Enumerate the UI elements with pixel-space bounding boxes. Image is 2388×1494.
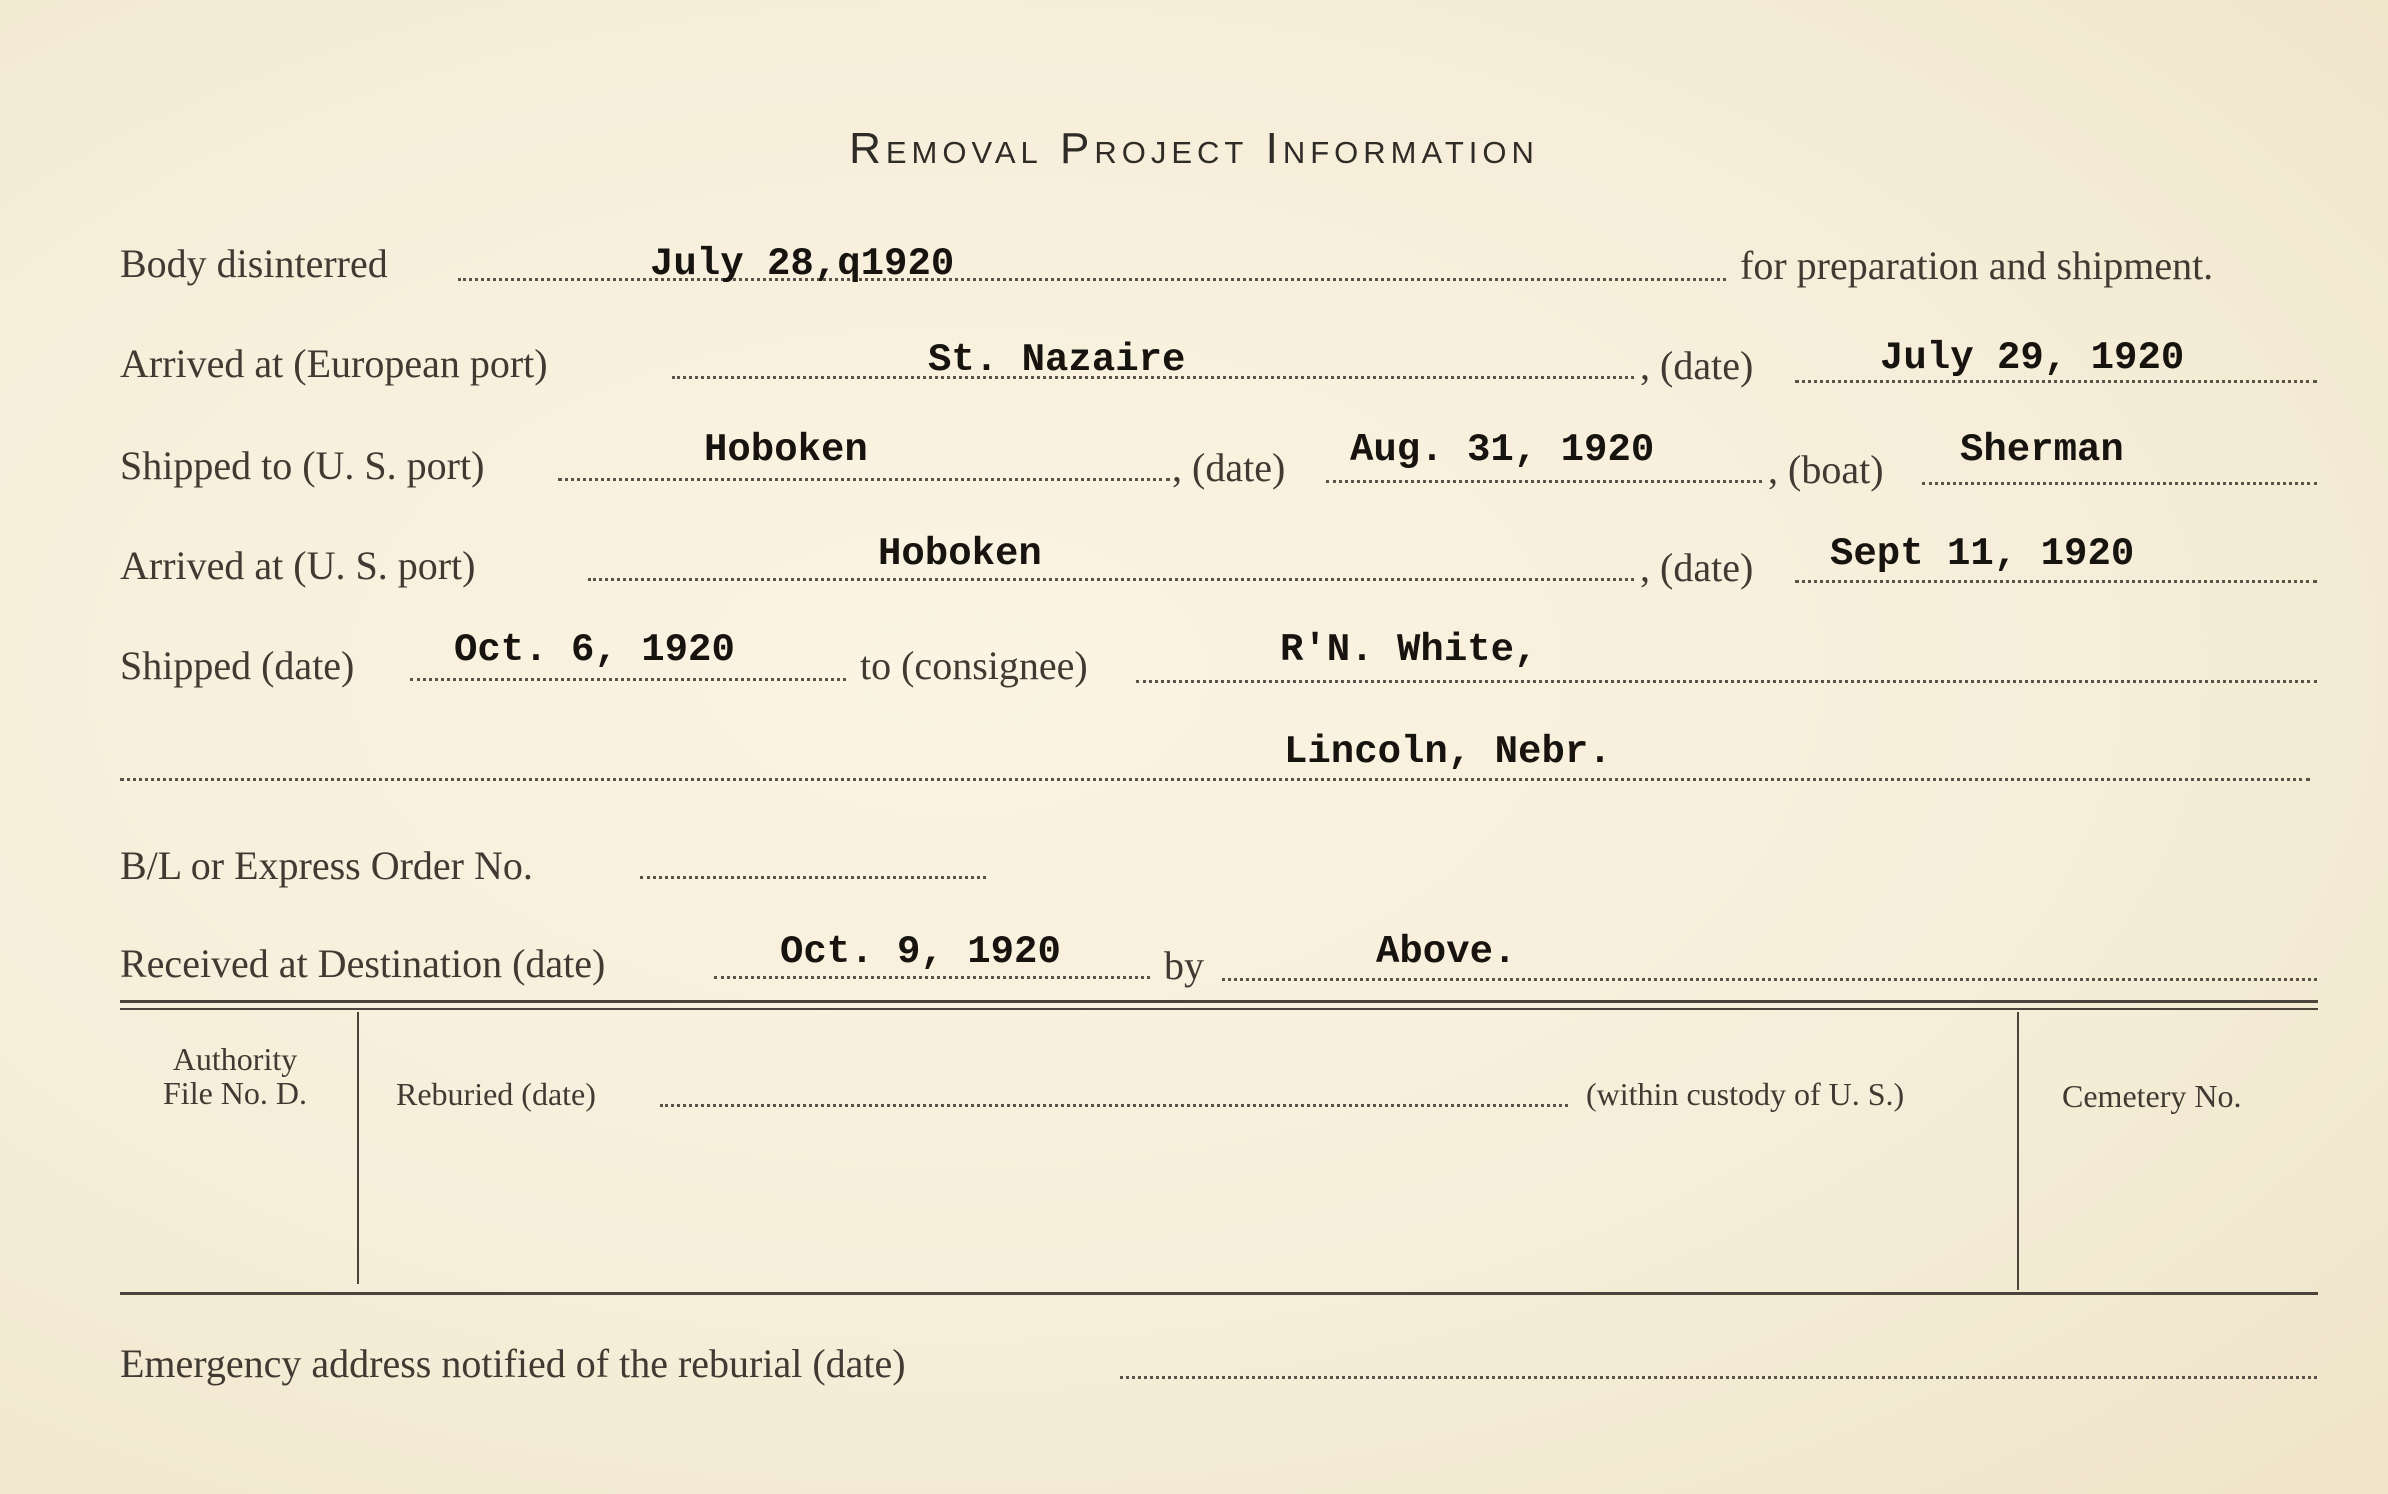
arrived-european-value: St. Nazaire — [928, 338, 1186, 382]
shipped-to-us-boat-value: Sherman — [1960, 428, 2124, 472]
authority-label — [130, 1042, 340, 1110]
arrived-european-date-label: , (date) — [1640, 343, 1754, 388]
arrived-us-date-label: , (date) — [1640, 545, 1754, 590]
emergency-label: Emergency address notified of the reburial (date) — [120, 1341, 906, 1386]
reburied-line — [660, 1104, 1568, 1107]
arrived-european-label: Arrived at (European port) — [120, 341, 548, 386]
received-date-line — [714, 976, 1150, 979]
arrived-us-date-value: Sept 11, 1920 — [1830, 532, 2135, 576]
cemetery-divider — [2017, 1012, 2019, 1290]
cemetery-label: Cemetery No. — [2062, 1078, 2242, 1114]
shipped-to-us-value: Hoboken — [704, 428, 868, 472]
arrived-european-date-value: July 29, 1920 — [1880, 336, 2185, 380]
address-line — [120, 778, 2310, 781]
authority-line-2: File No. D. — [163, 1075, 307, 1111]
shipped-to-us-boat-line — [1922, 482, 2317, 485]
authority-line-1: Authority — [172, 1041, 298, 1077]
lower-rule — [120, 1292, 2318, 1295]
consignee-label: to (consignee) — [860, 643, 1088, 688]
shipped-to-us-boat-label: , (boat) — [1768, 447, 1884, 492]
arrived-us-label: Arrived at (U. S. port) — [120, 543, 476, 588]
body-disinterred-line — [458, 278, 1726, 281]
shipped-to-us-date-label: , (date) — [1172, 445, 1286, 490]
arrived-us-date-line — [1795, 580, 2317, 583]
received-by-label: by — [1164, 943, 1204, 988]
emergency-line — [1120, 1376, 2317, 1379]
bl-order-line — [640, 876, 986, 879]
shipped-to-us-label: Shipped to (U. S. port) — [120, 443, 485, 488]
received-label: Received at Destination (date) — [120, 941, 606, 986]
body-disinterred-value: July 28,q1920 — [650, 242, 955, 286]
shipped-to-us-date-value: Aug. 31, 1920 — [1350, 428, 1655, 472]
reburied-label: Reburied (date) — [396, 1076, 596, 1112]
custody-label: (within custody of U. S.) — [1586, 1076, 1905, 1112]
arrived-us-value: Hoboken — [878, 532, 1042, 576]
shipped-date-value: Oct. 6, 1920 — [454, 628, 735, 672]
body-disinterred-label: Body disinterred — [120, 241, 388, 286]
double-rule-bottom — [120, 1008, 2318, 1010]
consignee-value: R'N. White, — [1280, 628, 1538, 672]
arrived-european-date-line — [1795, 380, 2317, 383]
bl-order-label: B/L or Express Order No. — [120, 843, 533, 888]
consignee-address-value: Lincoln, Nebr. — [1284, 730, 1612, 774]
shipped-date-label: Shipped (date) — [120, 643, 355, 688]
body-disinterred-suffix: for preparation and shipment. — [1740, 243, 2214, 288]
card-title: Removal Project Information — [849, 124, 1539, 173]
shipped-to-us-date-line — [1326, 480, 1762, 483]
consignee-line — [1136, 680, 2317, 683]
received-by-value: Above. — [1376, 930, 1517, 974]
received-date-value: Oct. 9, 1920 — [780, 930, 1061, 974]
double-rule-top — [120, 1000, 2318, 1003]
shipped-date-line — [410, 678, 846, 681]
authority-divider — [357, 1012, 359, 1284]
received-by-line — [1222, 978, 2317, 981]
shipped-to-us-line — [558, 478, 1170, 481]
arrived-us-line — [588, 578, 1634, 581]
